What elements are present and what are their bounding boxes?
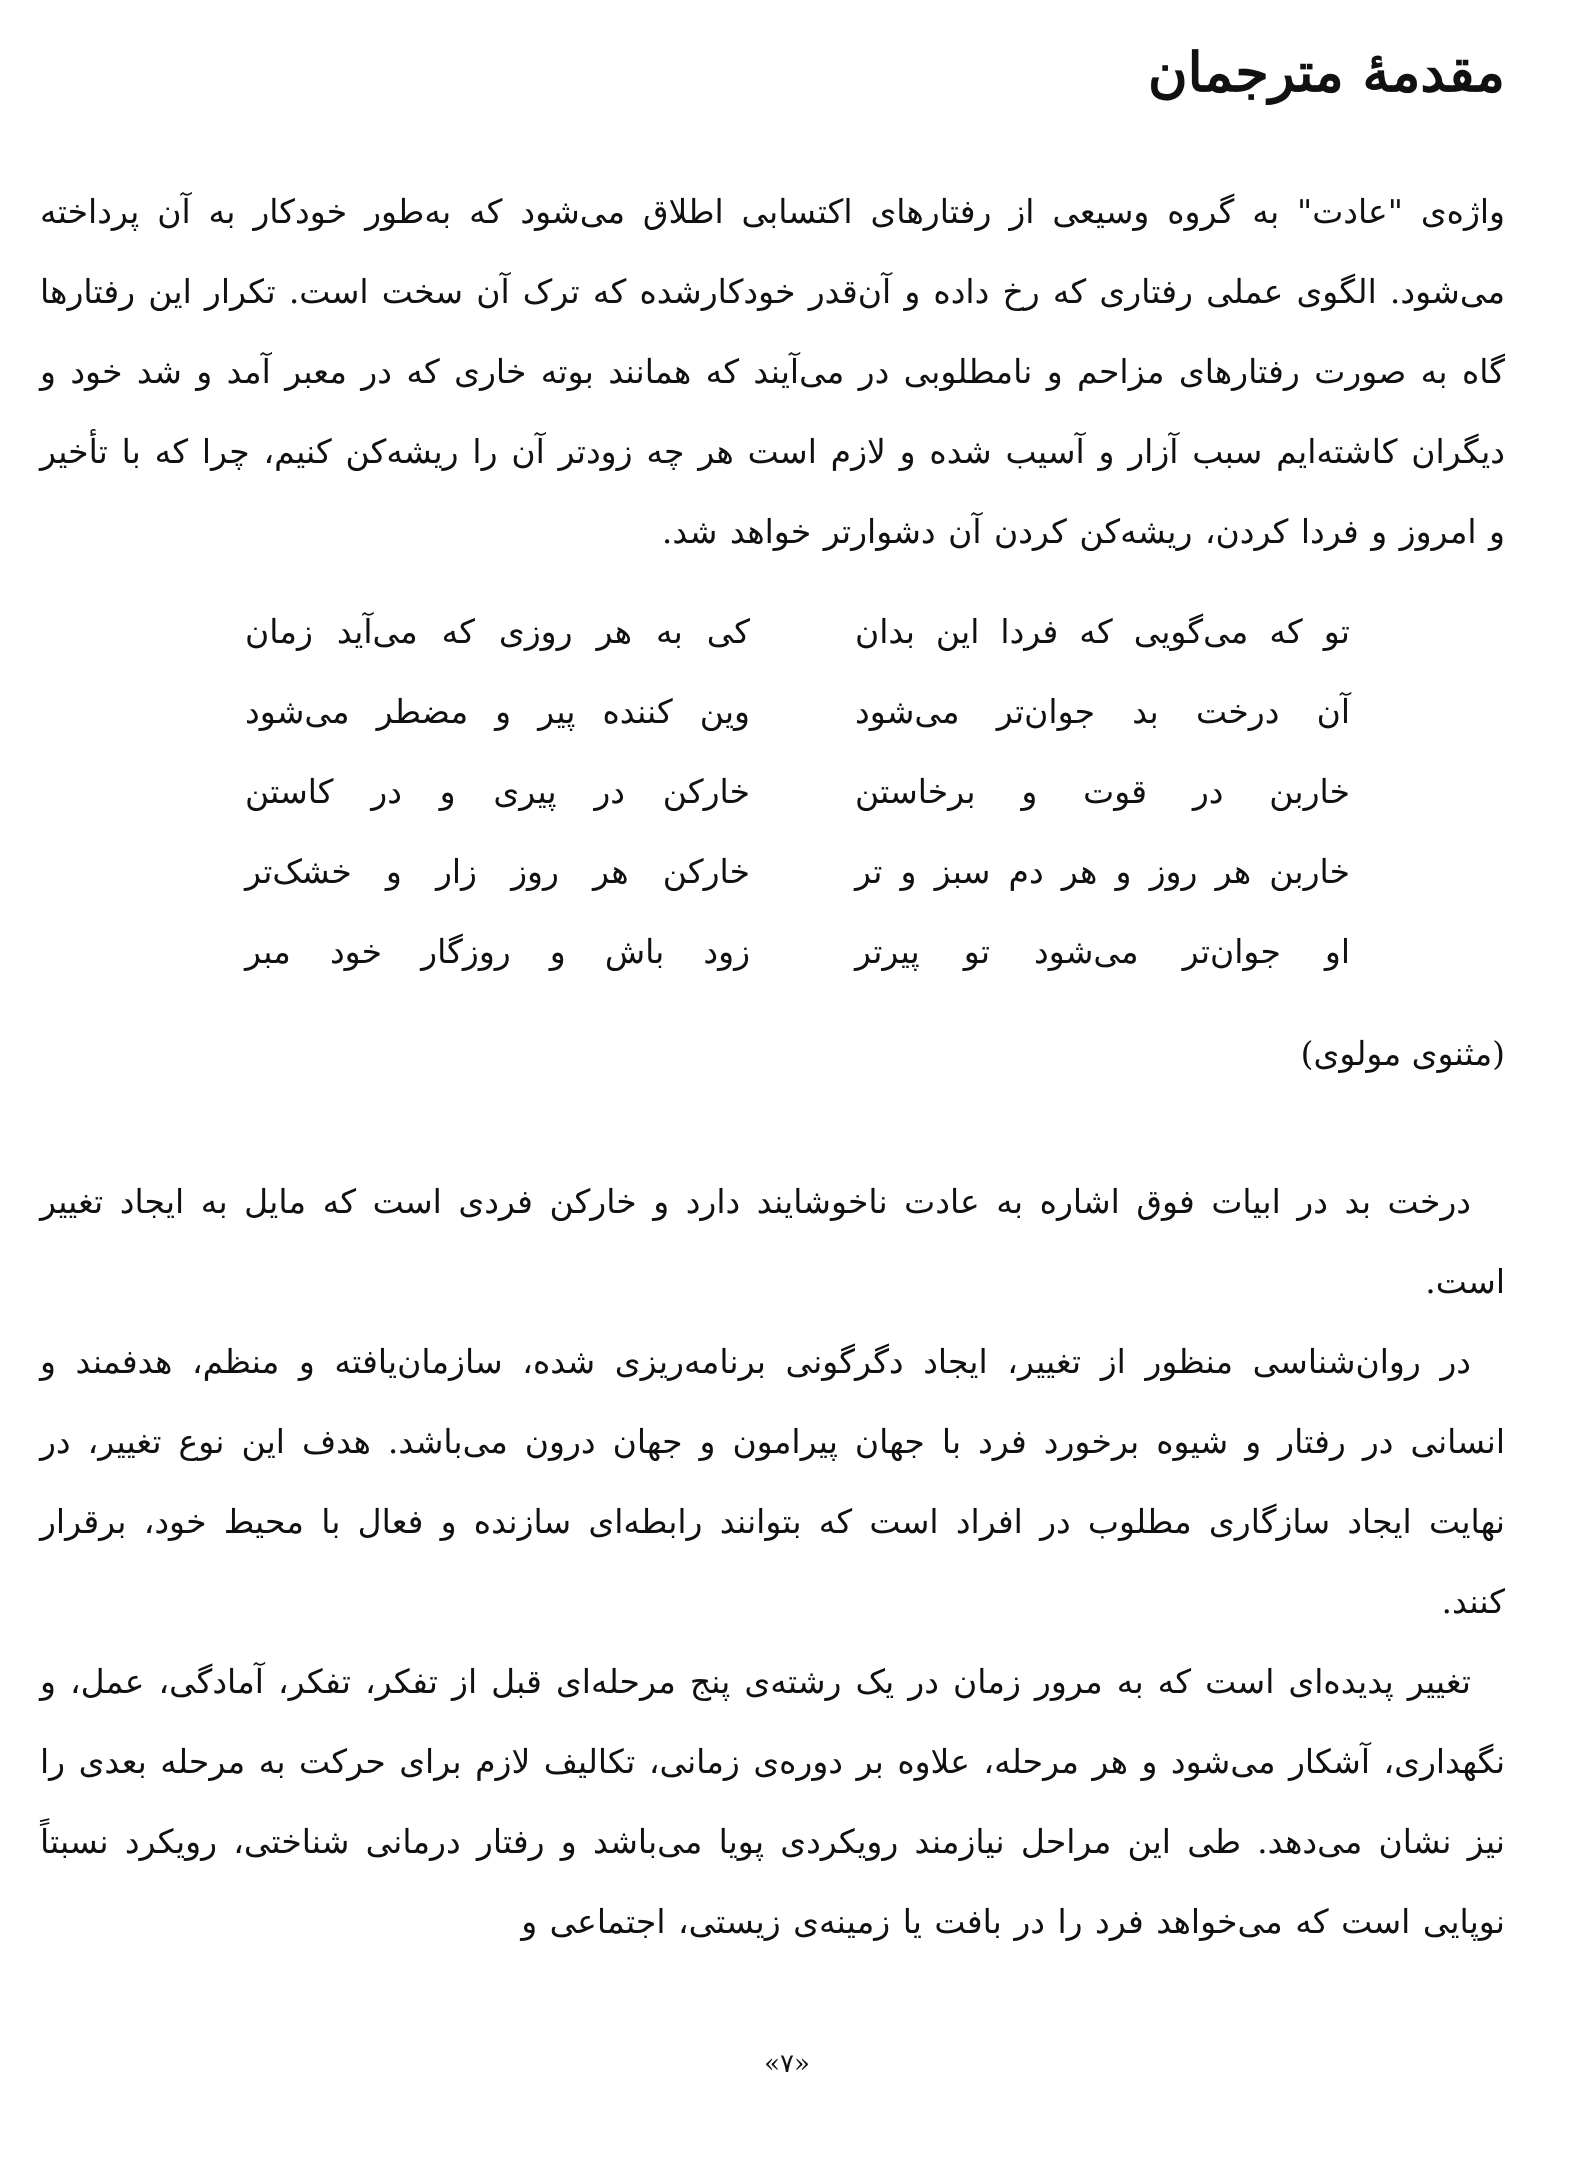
poem-hemistich-first: خاربن هر روز و هر دم سبز و تر xyxy=(855,852,1350,891)
poem-block xyxy=(40,592,1505,992)
document-page xyxy=(40,0,1505,2158)
poem-hemistich-second: خارکن هر روز زار و خشک‌تر xyxy=(245,852,750,891)
page-title: مقدمهٔ مترجمان xyxy=(1148,40,1505,104)
poem-hemistich-first: او جوان‌تر می‌شود تو پیرتر xyxy=(855,932,1350,971)
poem-hemistich-second: زود باش و روزگار خود مبر xyxy=(245,932,750,971)
poem-hemistich-first: آن درخت بد جوان‌تر می‌شود xyxy=(855,692,1350,731)
poem-verse xyxy=(40,592,1505,672)
body-paragraph: تغییر پدیده‌ای است که به مرور زمان در یک رشته‌ی پنج مرحله‌ای قبل از تفکر، تفکر، آمادگی، عمل، و نگهداری، آشکار می‌شود و هر مرحله، علاوه بر دوره‌ی زمانی، تکالیف لازم برای حرکت به مرحله بعدی را نیز نشان می‌دهد. طی این مراحل نیازمند رویکردی پویا می‌باشد و رفتار درمانی شناختی، رویکرد نسبتاً نوپایی است که می‌خواهد فرد را در بافت یا زمینه‌ی زیستی، اجتماعی و xyxy=(40,1662,1505,1941)
poem-verse xyxy=(40,832,1505,912)
poem-hemistich-second: خارکن در پیری و در کاستن xyxy=(245,772,750,811)
page-number: «۷» xyxy=(764,2049,810,2079)
poem-verse xyxy=(40,912,1505,992)
poem-hemistich-second: کی به هر روزی که می‌آید زمان xyxy=(245,612,750,651)
intro-paragraph: واژه‌ی "عادت" به گروه وسیعی از رفتارهای اکتسابی اطلاق می‌شود که به‌طور خودکار به آن پرداخته می‌شود. الگوی عملی رفتاری که رخ داده و آن‌قدر خودکارشده که ترک آن سخت است. تکرار این رفتارها گاه به صورت رفتارهای مزاحم و نامطلوبی در می‌آیند که همانند بوته خاری که در معبر آمد و شد خود و دیگران کاشته‌ایم سبب آزار و آسیب شده و لازم است هر چه زودتر آن را ریشه‌کن کنیم، چرا که با تأخیر و امروز و فردا کردن، ریشه‌کن کردن آن دشوارتر خواهد شد. xyxy=(40,192,1505,551)
poem-hemistich-first: خاربن در قوت و برخاستن xyxy=(855,772,1350,811)
body-paragraph: در روان‌شناسی منظور از تغییر، ایجاد دگرگونی برنامه‌ریزی شده، سازمان‌یافته و منظم، هدفمند و انسانی در رفتار و شیوه برخورد فرد با جهان پیرامون و جهان درون می‌باشد. هدف این نوع تغییر، در نهایت ایجاد سازگاری مطلوب در افراد است که بتوانند رابطه‌ای سازنده و فعال با محیط خود، برقرار کنند. xyxy=(40,1342,1505,1621)
poem-verse xyxy=(40,752,1505,832)
poem-verse xyxy=(40,672,1505,752)
poem-source: (مثنوی مولوی) xyxy=(1300,1034,1505,1073)
poem-hemistich-second: وین کننده پیر و مضطر می‌شود xyxy=(245,692,750,731)
body-paragraph: درخت بد در ابیات فوق اشاره به عادت ناخوشایند دارد و خارکن فردی است که مایل به ایجاد تغییر است. xyxy=(40,1182,1505,1301)
poem-hemistich-first: تو که می‌گویی که فردا این بدان xyxy=(855,612,1350,651)
